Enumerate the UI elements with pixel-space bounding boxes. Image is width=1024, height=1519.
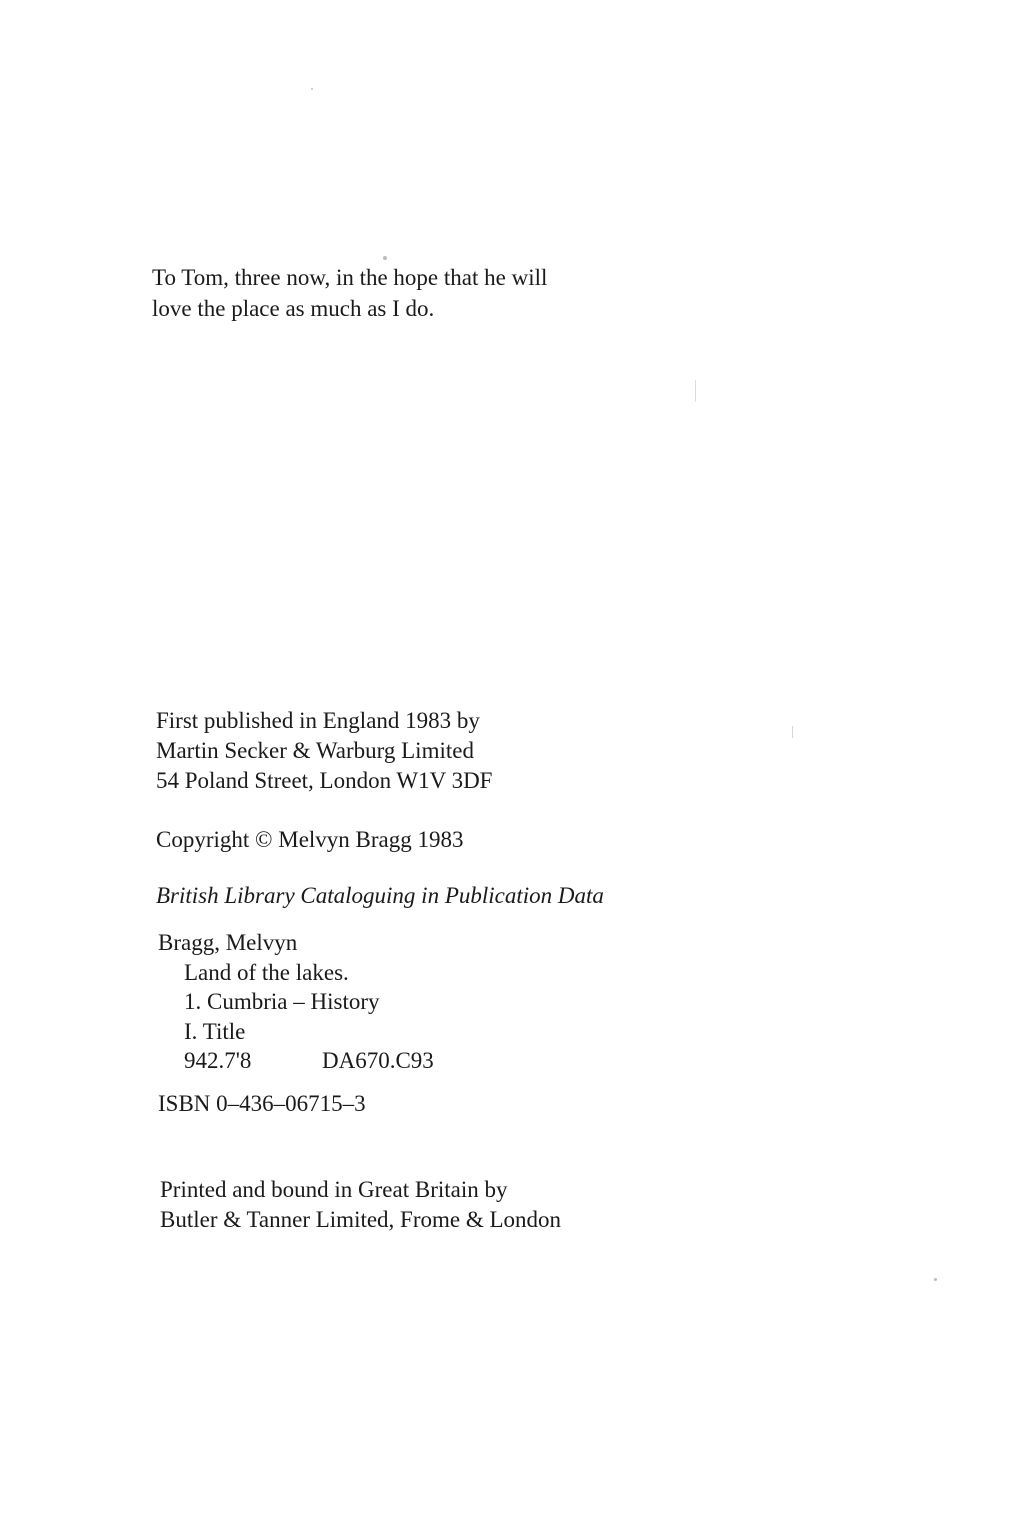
isbn: ISBN 0–436–06715–3 (158, 1091, 366, 1116)
copyright-notice: Copyright © Melvyn Bragg 1983 (156, 827, 464, 852)
cip-author: Bragg, Melvyn (158, 930, 298, 955)
cip-title-entry: I. Title (184, 1018, 246, 1044)
cip-lc: DA670.C93 (322, 1048, 434, 1073)
printer-line-1: Printed and bound in Great Britain by (160, 1177, 508, 1202)
publisher-line-1: First published in England 1983 by (156, 708, 480, 733)
publisher-line-2: Martin Secker & Warburg Limited (156, 738, 474, 763)
paper-speck (311, 88, 313, 90)
cip-entry (158, 928, 434, 1076)
cip-title-line: Land of the lakes. (184, 959, 349, 985)
paper-speck (792, 726, 793, 738)
cip-classification (158, 1046, 434, 1076)
cip-heading: British Library Cataloguing in Publication Data (156, 883, 604, 908)
dedication (152, 262, 547, 324)
paper-speck (383, 256, 387, 260)
printer-info (160, 1175, 561, 1235)
printer-line-2: Butler & Tanner Limited, Frome & London (160, 1207, 562, 1232)
dedication-line-2: love the place as much as I do. (152, 296, 435, 321)
paper-speck (934, 1278, 937, 1281)
dedication-line-1: To Tom, three now, in the hope that he will (152, 265, 548, 290)
publisher-line-3: 54 Poland Street, London W1V 3DF (156, 768, 493, 793)
publisher-info (156, 706, 492, 796)
cip-dewey: 942.7'8 (184, 1048, 252, 1073)
cip-subject: 1. Cumbria – History (184, 989, 380, 1014)
paper-speck (695, 380, 696, 402)
